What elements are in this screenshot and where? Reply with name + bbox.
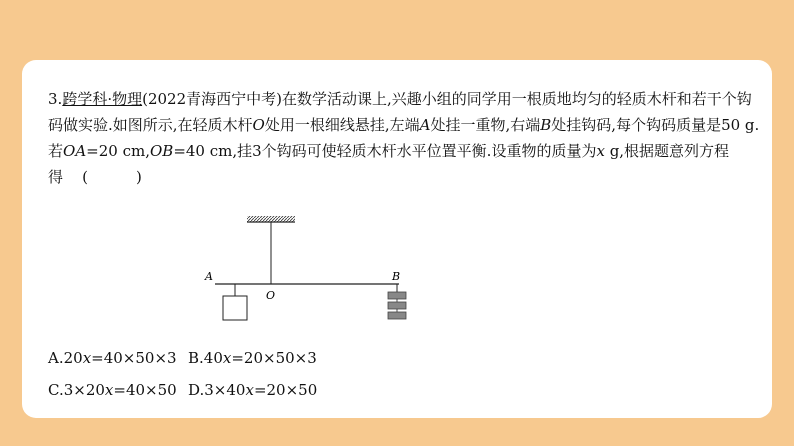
ceiling-support — [247, 216, 295, 222]
hook-weights — [388, 292, 406, 319]
option-text: =20×50 — [253, 381, 318, 399]
question-part: 处用一根细线悬挂,左端 — [264, 116, 420, 134]
var-x: x — [596, 142, 605, 160]
var-a: A — [419, 116, 431, 134]
slide-card — [22, 60, 772, 418]
var-o: O — [252, 116, 265, 134]
question-part: g,根据题意列方程得 — [48, 142, 730, 186]
question-part: 处挂一重物,右端 — [430, 116, 541, 134]
hook-weight — [388, 292, 406, 299]
option-var: x — [104, 381, 114, 399]
question-part: 在数学活动课上,兴趣小组的同学用一根质地均匀的轻质木杆和若干个钩码做实验.如图所示,在轻质木杆 — [48, 90, 752, 134]
option-var: x — [245, 381, 254, 399]
option-text: D.3×40 — [188, 381, 246, 399]
answer-bracket-open: ( — [82, 168, 88, 186]
question-source: (2022青海西宁中考) — [142, 90, 282, 108]
var-ob: OB — [149, 142, 174, 160]
option-d[interactable] — [188, 380, 317, 400]
heavy-object — [223, 296, 247, 320]
option-var: x — [222, 349, 232, 367]
question-number: 3. — [48, 90, 63, 108]
subject-tag: 跨学科·物理 — [62, 90, 143, 108]
option-text: =20×50×3 — [231, 349, 317, 367]
label-b: B — [392, 270, 401, 283]
option-text: B.40 — [188, 349, 223, 367]
option-text: =40×50×3 — [91, 349, 177, 367]
hook-weight — [388, 312, 406, 319]
option-var: x — [82, 349, 92, 367]
question-part: =20 cm, — [86, 142, 150, 160]
lever-diagram — [197, 212, 417, 344]
question-text — [48, 86, 760, 190]
option-b[interactable] — [188, 348, 317, 368]
option-text: C.3×20 — [48, 381, 105, 399]
option-c[interactable] — [48, 380, 177, 400]
question-part: 处挂钩码,每个钩码质量是50 g.若 — [48, 116, 760, 160]
option-text: A.20 — [48, 349, 83, 367]
option-a[interactable] — [48, 348, 177, 368]
answer-bracket-close: ) — [135, 168, 142, 186]
question-part: =40 cm,挂3个钩码可使轻质木杆水平位置平衡.设重物的质量为 — [173, 142, 597, 160]
option-text: =40×50 — [113, 381, 177, 399]
label-o: O — [266, 289, 276, 302]
var-oa: OA — [63, 142, 87, 160]
var-b: B — [540, 116, 552, 134]
label-a: A — [205, 270, 213, 283]
hook-weight — [388, 302, 406, 309]
